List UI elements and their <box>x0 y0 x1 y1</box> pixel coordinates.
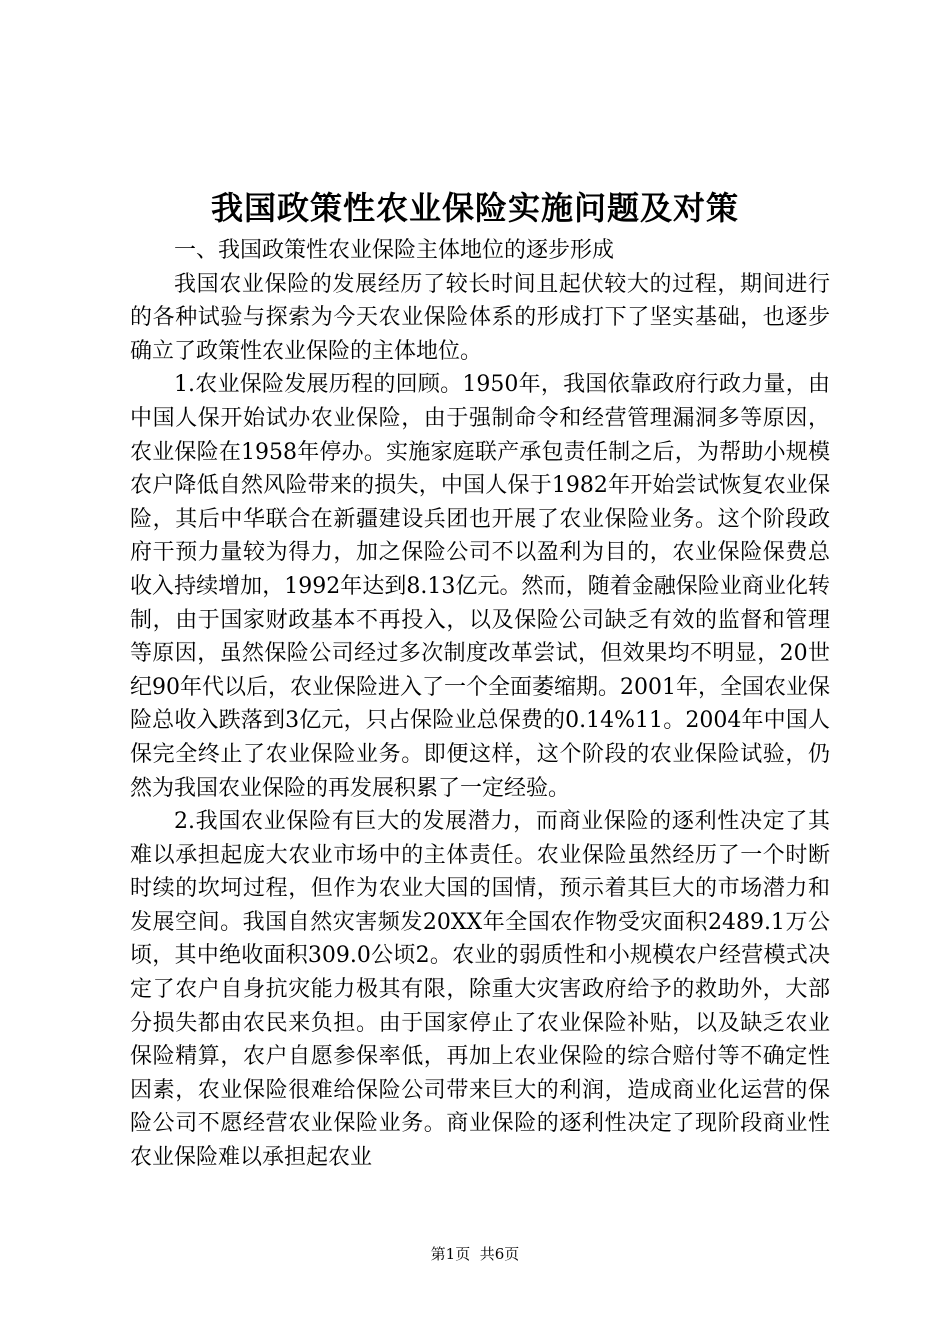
paragraph-intro: 我国农业保险的发展经历了较长时间且起伏较大的过程，期间进行的各种试验与探索为今天农业保险体系的形成打下了坚实基础，也逐步确立了政策性农业保险的主体地位。 <box>130 271 830 364</box>
page-total: 共6页 <box>479 1245 520 1263</box>
section-heading: 一、我国政策性农业保险主体地位的逐步形成 <box>174 238 615 263</box>
document-body <box>130 234 830 1175</box>
document-title: 我国政策性农业保险实施问题及对策 <box>210 189 739 227</box>
page-number: 第1页 <box>430 1245 471 1263</box>
page-footer <box>0 1244 950 1264</box>
paragraph-history: 1.农业保险发展历程的回顾。1950年，我国依靠政府行政力量，由中国人保开始试办农业保险，由于强制命令和经营管理漏洞多等原因，农业保险在1958年停办。实施家庭联产承包责任制之后，为帮助小规模农户降低自然风险带来的损失，中国人保于1982年开始尝试恢复农业保险，其后中华联合在新疆建设兵团也开展了农业保险业务。这个阶段政府干预力量较为得力，加之保险公司不以盈利为目的，农业保险保费总收入持续增加，1992年达到8.13亿元。然而，随着金融保险业商业化转制，由于国家财政基本不再投入，以及保险公司缺乏有效的监督和管理等原因，虽然保险公司经过多次制度改革尝试，但效果均不明显，20世纪90年代以后，农业保险进入了一个全面萎缩期。2001年，全国农业保险总收入跌落到3亿元，只占保险业总保费的0.14%11。2004年中国人保完全终止了农业保险业务。即便这样，这个阶段的农业保险试验，仍然为我国农业保险的再发展积累了一定经验。 <box>130 372 830 801</box>
paragraph-potential: 2.我国农业保险有巨大的发展潜力，而商业保险的逐利性决定了其难以承担起庞大农业市场中的主体责任。农业保险虽然经历了一个时断时续的坎坷过程，但作为农业大国的国情，预示着其巨大的市场潜力和发展空间。我国自然灾害频发20XX年全国农作物受灾面积2489.1万公顷，其中绝收面积309.0公顷2。农业的弱质性和小规模农户经营模式决定了农户自身抗灾能力极其有限，除重大灾害政府给予的救助外，大部分损失都由农民来负担。由于国家停止了农业保险补贴，以及缺乏农业保险精算，农户自愿参保率低，再加上农业保险的综合赔付等不确定性因素，农业保险很难给保险公司带来巨大的利润，造成商业化运营的保险公司不愿经营农业保险业务。商业保险的逐利性决定了现阶段商业性农业保险难以承担起农业 <box>130 809 830 1171</box>
